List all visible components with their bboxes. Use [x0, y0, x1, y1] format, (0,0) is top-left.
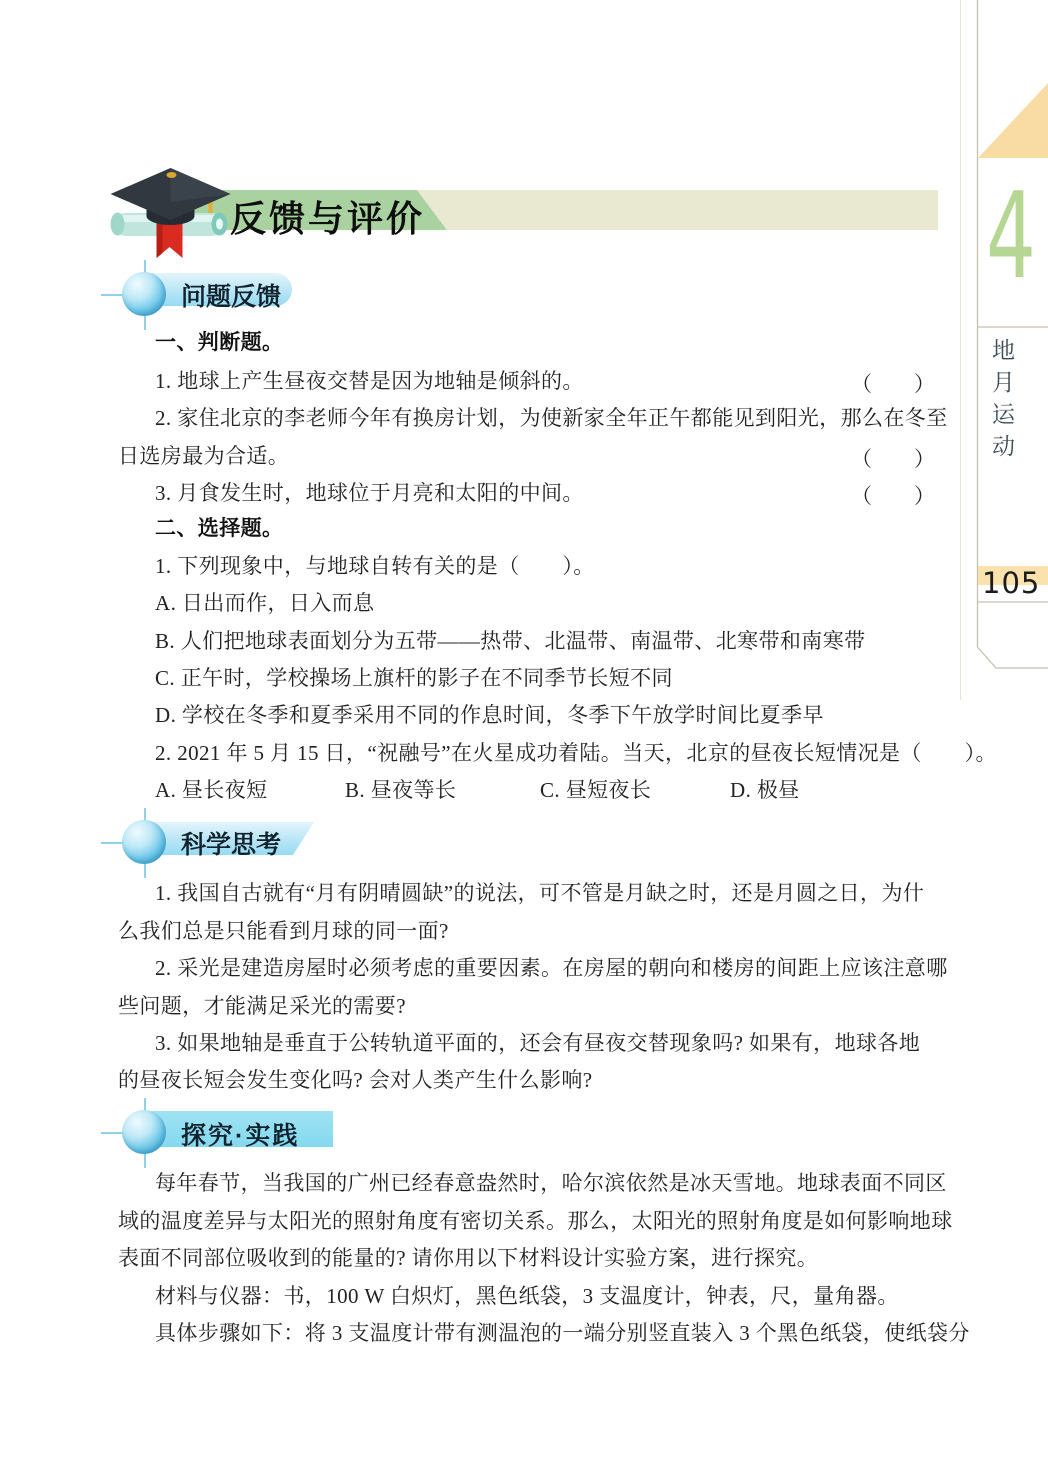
- thinking-q3-line2: 的昼夜长短会发生变化吗? 会对人类产生什么影响?: [118, 1068, 593, 1092]
- badge-practice: 探究·实践: [181, 1122, 300, 1150]
- choice-q1: 1. 下列现象中，与地球自转有关的是（ ）。: [155, 554, 595, 578]
- practice-line1: 每年春节，当我国的广州已经春意盎然时，哈尔滨依然是冰天雪地。地球表面不同区: [155, 1171, 947, 1195]
- choice-q2-option-d: D. 极昼: [730, 778, 800, 802]
- badge-thinking: 科学思考: [181, 831, 282, 859]
- choice-q1-option-b: B. 人们把地球表面划分为五带——热带、北温带、南温带、北寒带和南寒带: [155, 629, 866, 653]
- sphere-icon: [122, 272, 166, 316]
- chapter-title: 地月运动: [989, 338, 1015, 466]
- practice-steps: 具体步骤如下：将 3 支温度计带有测温泡的一端分别竖直装入 3 个黑色纸袋，使纸袋分: [155, 1321, 970, 1345]
- chapter-number: 4: [986, 167, 1036, 306]
- sphere-icon: [122, 1110, 166, 1154]
- choice-q2: 2. 2021 年 5 月 15 日，“祝融号”在火星成功着陆。当天，北京的昼夜长短情况是（ ）。: [155, 741, 997, 765]
- graduation-cap-icon: [108, 166, 234, 260]
- answer-blank: （ ）: [851, 447, 935, 471]
- section-banner-cream: [417, 190, 938, 230]
- answer-blank: （ ）: [851, 484, 935, 508]
- judge-heading: 一、判断题。: [155, 331, 284, 354]
- choice-q1-option-d: D. 学校在冬季和夏季采用不同的作息时间，冬季下午放学时间比夏季早: [155, 703, 824, 727]
- judge-q2-line2: 日选房最为合适。: [118, 444, 290, 468]
- sphere-icon: [122, 820, 166, 864]
- page-edge-mark: [960, 0, 961, 700]
- judge-q2-line1: 2. 家住北京的李老师今年有换房计划，为使新家全年正午都能见到阳光，那么在冬至: [155, 406, 948, 430]
- choice-heading: 二、选择题。: [155, 517, 284, 540]
- practice-line2: 域的温度差异与太阳光的照射角度有密切关系。那么，太阳光的照射角度是如何影响地球: [118, 1209, 953, 1233]
- choice-q1-option-a: A. 日出而作，日入而息: [155, 591, 375, 615]
- choice-q1-option-c: C. 正午时，学校操场上旗杆的影子在不同季节长短不同: [155, 666, 673, 690]
- choice-q2-option-a: A. 昼长夜短: [155, 778, 268, 802]
- practice-line3: 表面不同部位吸收到的能量的? 请你用以下材料设计实验方案，进行探究。: [118, 1246, 819, 1270]
- thinking-q3-line1: 3. 如果地轴是垂直于公转轨道平面的，还会有昼夜交替现象吗? 如果有，地球各地: [155, 1031, 921, 1055]
- sidebar-corner-triangle: [978, 83, 1048, 158]
- thinking-q1-line1: 1. 我国自古就有“月有阴晴圆缺”的说法，可不管是月缺之时，还是月圆之日，为什: [155, 881, 925, 905]
- page-number: 105: [982, 566, 1041, 600]
- answer-blank: （ ）: [851, 372, 935, 396]
- choice-q2-option-b: B. 昼夜等长: [345, 778, 457, 802]
- badge-feedback: 问题反馈: [181, 283, 282, 311]
- choice-q2-option-c: C. 昼短夜长: [540, 778, 652, 802]
- judge-q3: 3. 月食发生时，地球位于月亮和太阳的中间。: [155, 481, 584, 505]
- thinking-q2-line1: 2. 采光是建造房屋时必须考虑的重要因素。在房屋的朝向和楼房的间距上应该注意哪: [155, 956, 948, 980]
- thinking-q2-line2: 些问题，才能满足采光的需要?: [118, 994, 406, 1018]
- judge-q1: 1. 地球上产生昼夜交替是因为地轴是倾斜的。: [155, 369, 584, 393]
- practice-materials: 材料与仪器：书，100 W 白炽灯，黑色纸袋，3 支温度计，钟表，尺，量角器。: [155, 1284, 899, 1308]
- thinking-q1-line2: 么我们总是只能看到月球的同一面?: [118, 919, 449, 943]
- page-title: 反馈与评价: [230, 198, 426, 239]
